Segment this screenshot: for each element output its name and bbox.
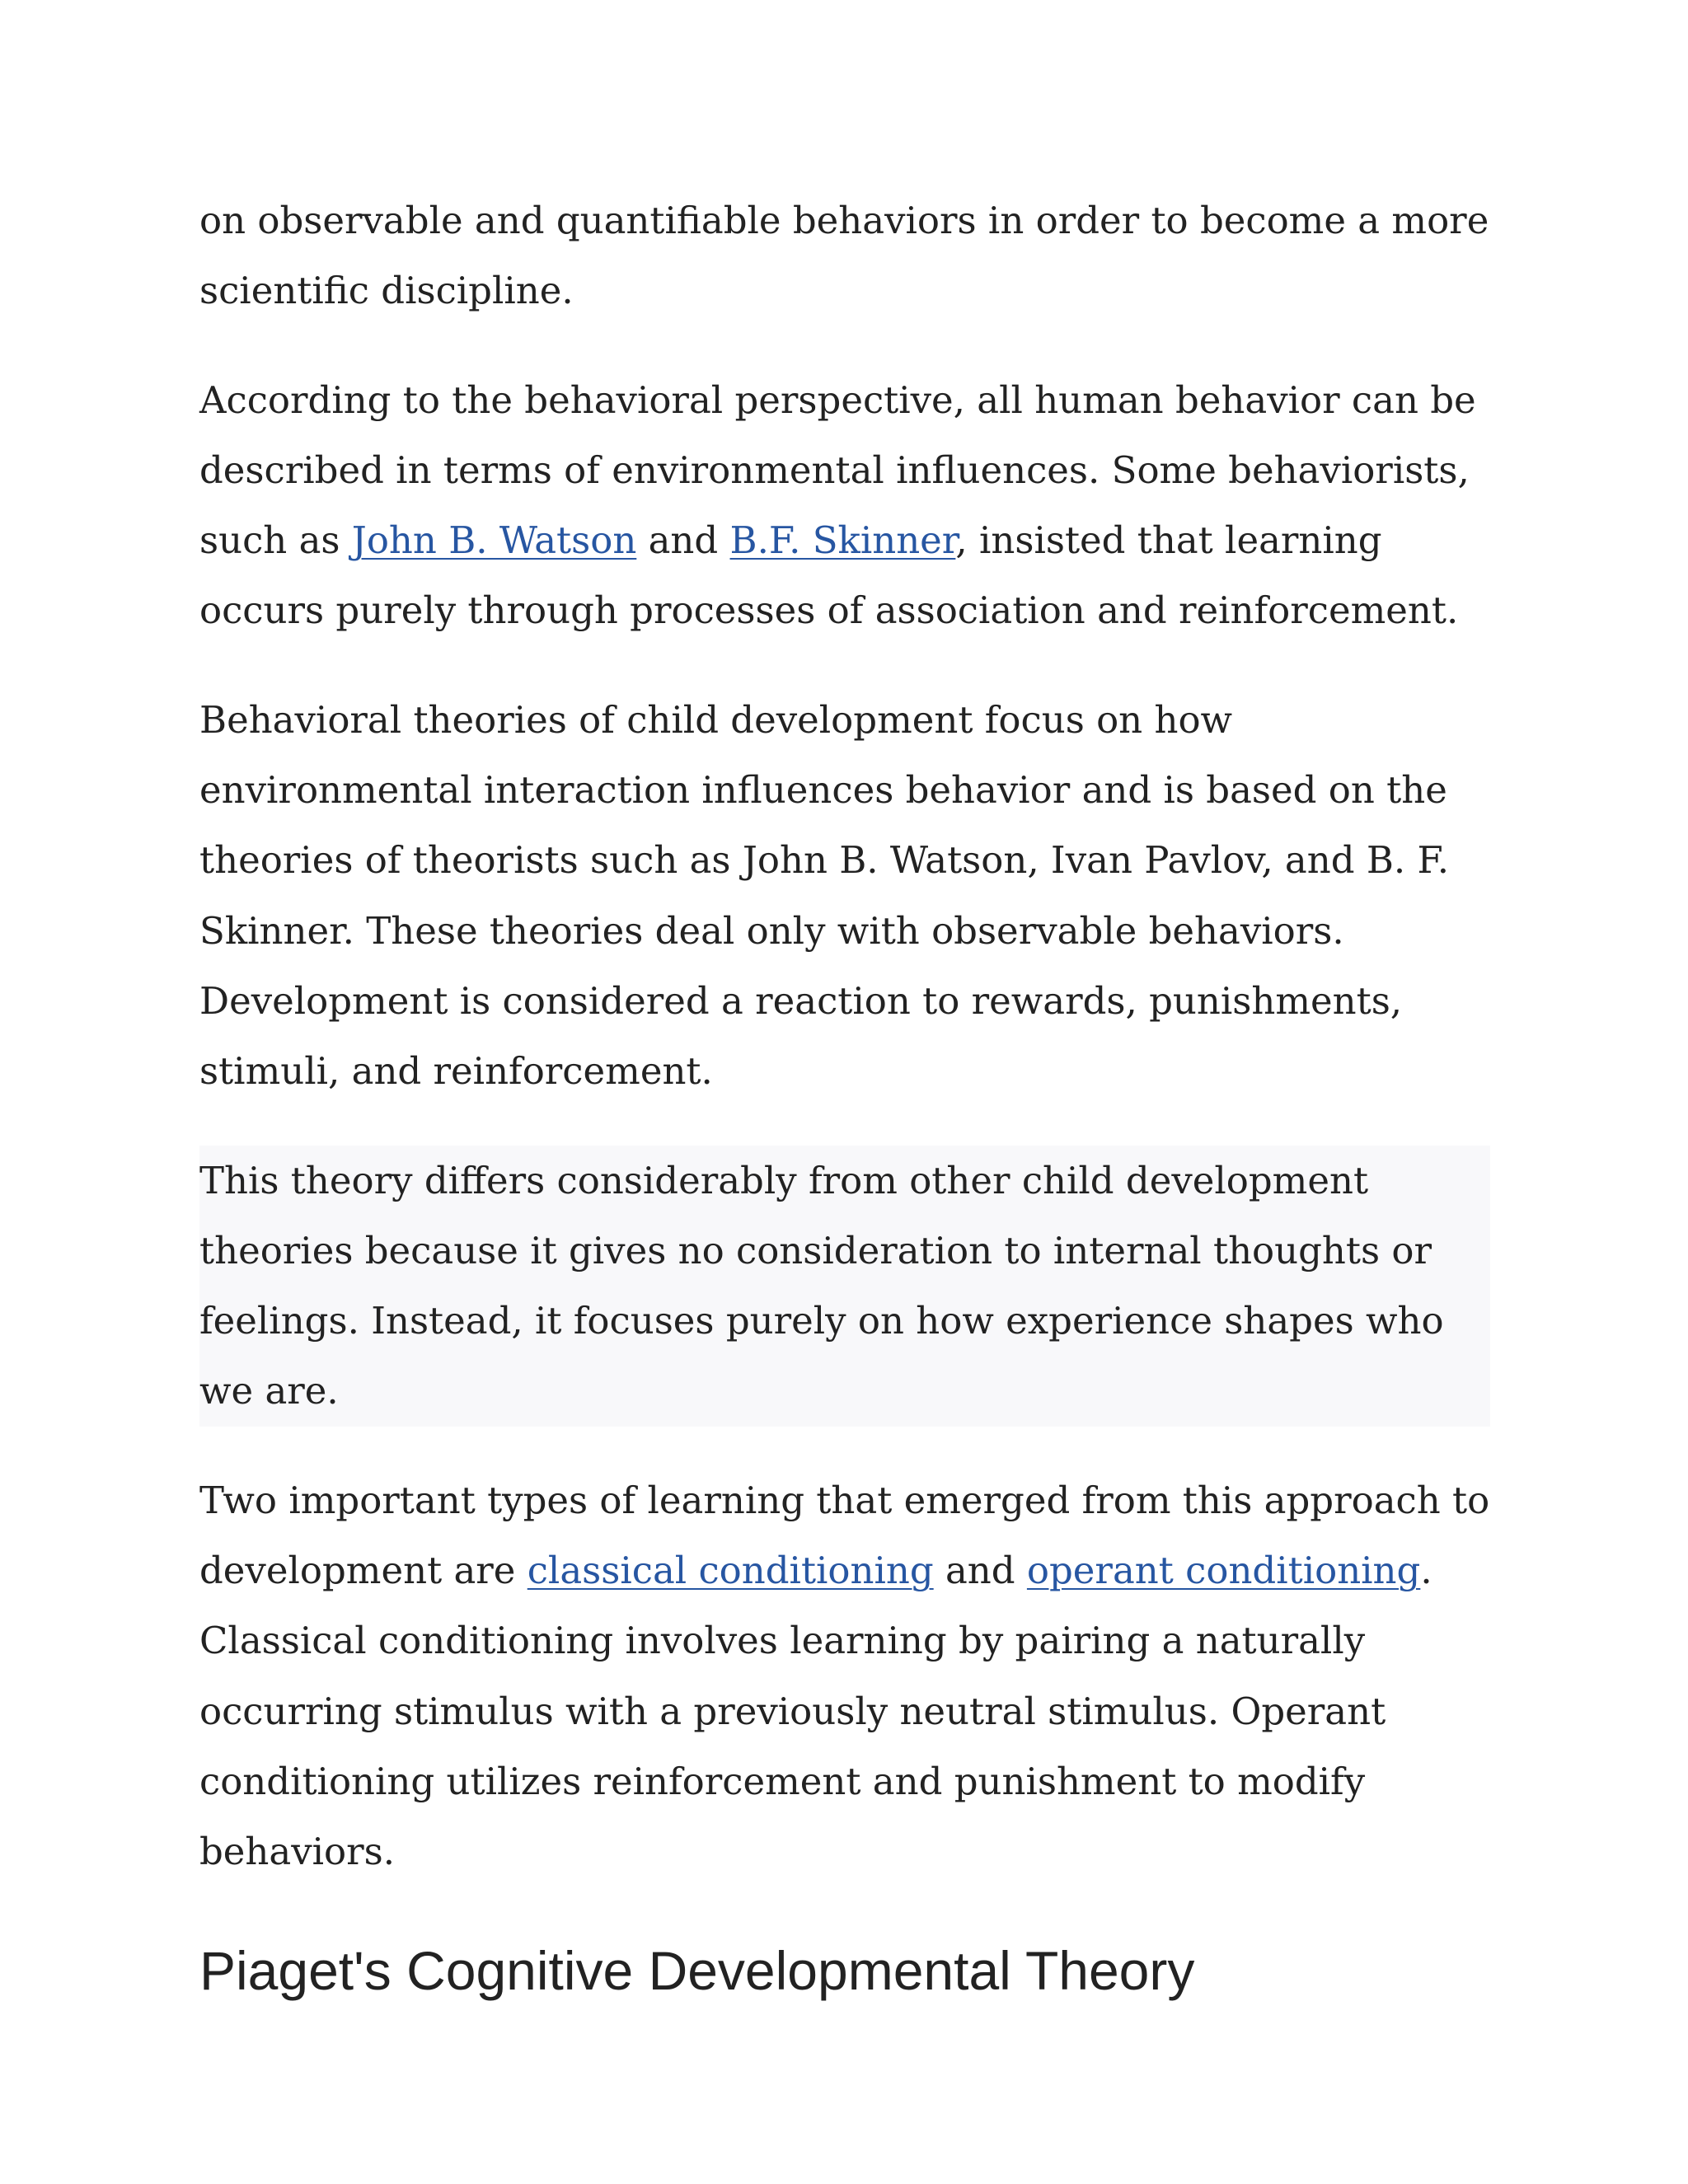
paragraph-text: . Classical conditioning involves learning by pairing a naturally occurring stimulus with a previously neutral stimulus. Operant conditioning utilizes reinforcement and punishment to modify behaviors. — [199, 1549, 1432, 1874]
section-heading: Piaget's Cognitive Developmental Theory — [199, 1939, 1195, 2001]
paragraph-text: Two important types of learning that emerged from this approach to development are — [199, 1478, 1490, 1593]
link-john-b-watson[interactable]: John B. Watson — [351, 518, 637, 563]
link-classical-conditioning[interactable]: classical conditioning — [527, 1549, 934, 1593]
paragraph-text: and — [933, 1549, 1027, 1593]
link-bf-skinner[interactable]: B.F. Skinner — [729, 518, 956, 563]
paragraph-scientific-discipline — [199, 185, 1490, 326]
article-body — [199, 185, 1490, 2008]
paragraph-text: According to the behavioral perspective, all human behavior can be described in terms of environmental influences. Some behaviorists, such as — [199, 377, 1476, 563]
paragraph-types-of-learning — [199, 1465, 1490, 1887]
paragraph-behavioral-perspective — [199, 365, 1490, 646]
link-operant-conditioning[interactable]: operant conditioning — [1026, 1549, 1421, 1593]
paragraph-behavioral-theories — [199, 685, 1490, 1107]
paragraph-text: , insisted that learning occurs purely through processes of association and reinforcement. — [199, 518, 1459, 633]
paragraph-text: Behavioral theories of child development focus on how environmental interaction influences behavior and is based on the theories of theorists such as John B. Watson, Ivan Pavlov, and B. F. Skinner. These theories deal only with observable behaviors. Development is considered a reaction to rewards, punishments, stimuli, and reinforcement. — [199, 697, 1450, 1094]
paragraph-text: and — [636, 518, 730, 563]
paragraph-text: This theory differs considerably from other child development theories because it gives no consideration to internal thoughts or feelings. Instead, it focuses purely on how experience shapes who we are. — [199, 1158, 1444, 1413]
paragraph-theory-differs — [199, 1146, 1490, 1427]
paragraph-text: on observable and quantifiable behaviors in order to become a more scientific discipline. — [199, 199, 1489, 313]
